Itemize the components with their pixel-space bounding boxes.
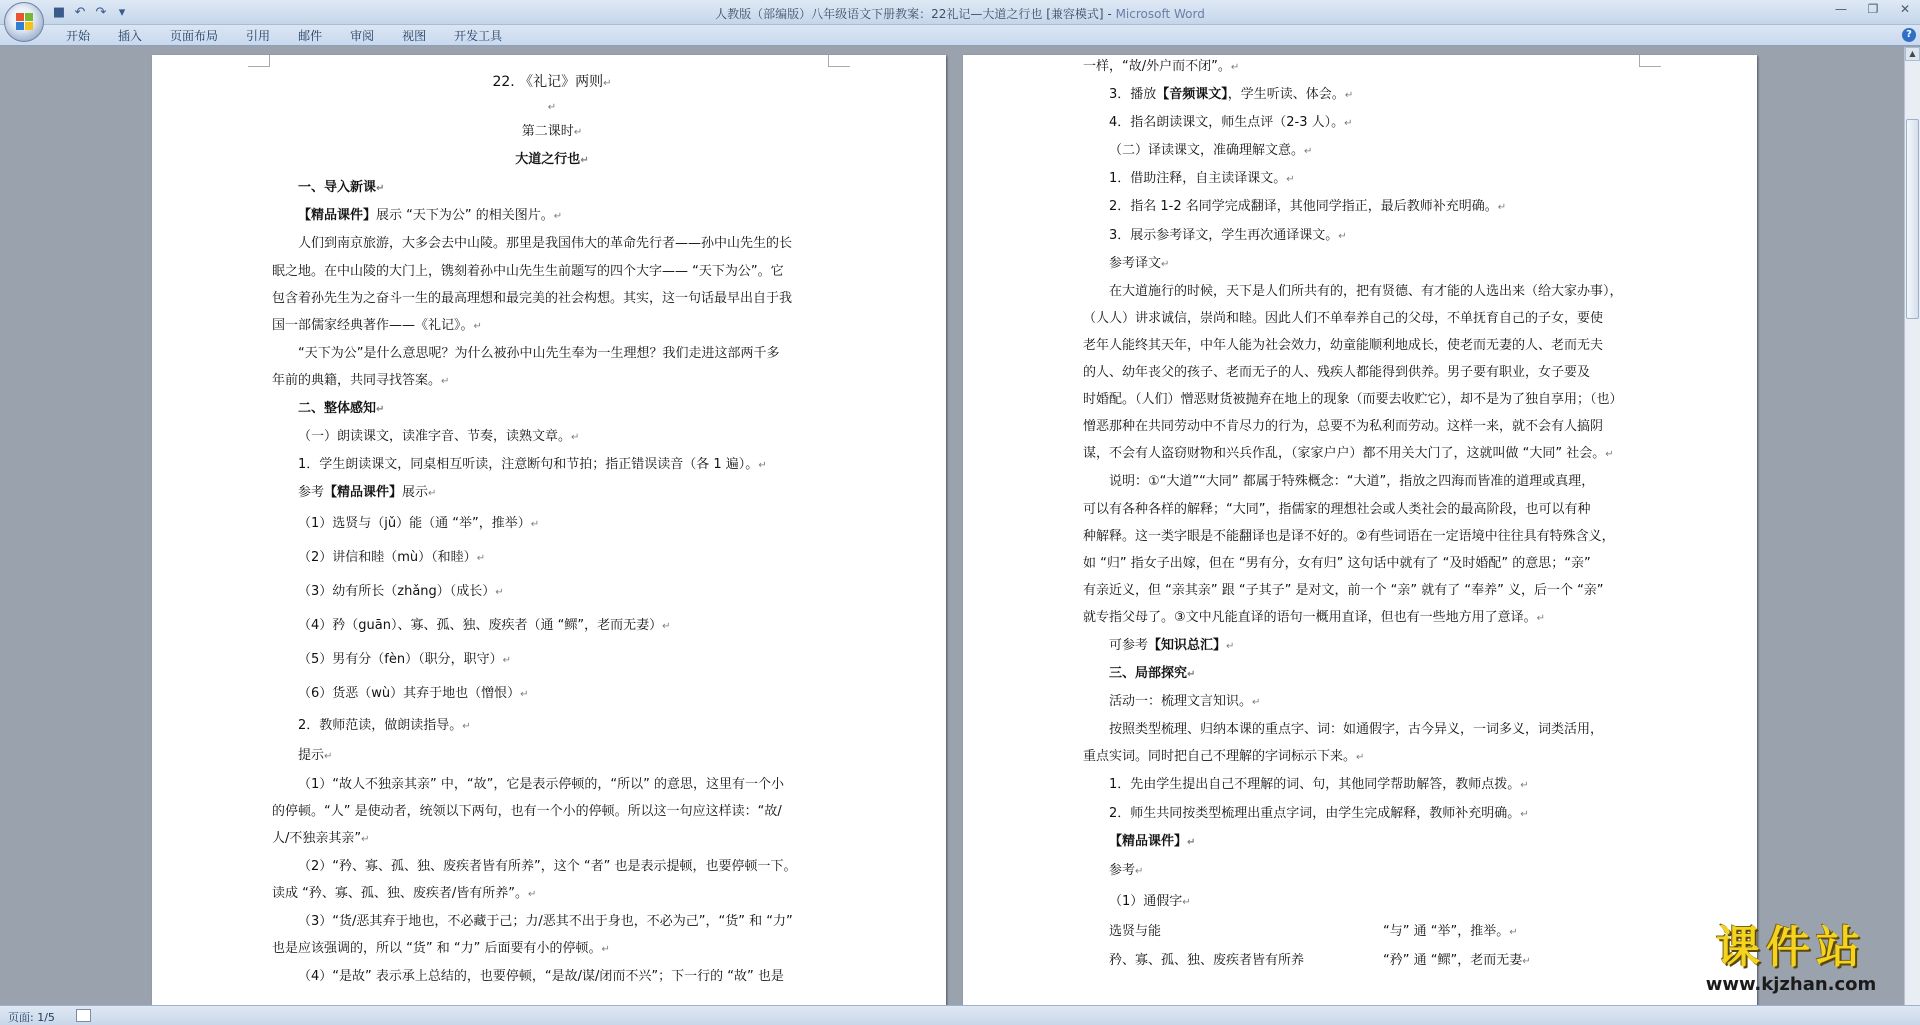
ribbon-tabs: [52, 28, 516, 44]
page-1-text: 22. 《礼记》两则↵ ↵ 第二课时↵ 大道之行也↵ 一、导入新课↵ 【精品课件】展示 “天下为公” 的相关图片。↵ 人们到南京旅游，大多会去中山陵。那里是我国伟大的革命先行者——孙中山先生的长 眠之地。在中山陵的大门上，镌刻着孙中山先生生前题写的四个大字—— “天下为公”。它 包含着孙先生为之奋斗一生的最高理想和最完美的社会构想。其实，这一句话最早出自于我 国一部儒家经典著作——《礼记》。↵ “天下为公”是什么意思呢？为什么被孙中山先生奉为一生理想？我们走进这部两千多 年前的典籍，共同寻找答案。↵ 二、整体感知↵ （一）朗读课文，读准字音、节奏，读熟文章。↵ 1．学生朗读课文，同桌相互听读，注意断句和节拍；指正错误读音（各 1 遍）。↵ 参考【精品课件】展示↵ （1）选贤与（jǔ）能（通 “举”，推举）↵ （2）讲信和睦（mù）（和睦）↵ （3）幼有所长（zhǎng）（成长）↵ （4）矜（guān）、寡、孤、独、废疾者（通 “鳏”，老而无妻）↵ （5）男有分（fèn）（职分，职守）↵ （6）货恶（wù）其弃于地也（憎恨）↵ 2．教师范读，做朗读指导。↵ 提示↵ （1）“故人不独亲其亲” 中，“故”，它是表示停顿的，“所以” 的意思，这里有一个小 的停顿。“人” 是使动者，统领以下两句，也有一个小的停顿。所以这一句应这样读：“故/ 人/不独亲其亲”↵ （2）“矜、寡、孤、独、废疾者皆有所养”，这个 “者” 也是表示提顿，也要停顿一下。 读成 “矜、寡、孤、独、废疾者/皆有所养”。↵ （3）“货/恶其弃于地也，不必藏于己；力/恶其不出于身也，不必为己”，“货” 和 “力” 也是应该强调的，所以 “货” 和 “力” 后面要有小的停顿。↵ （4）“是故” 表示承上总结的，也要停顿，“是故/谋/闭而不兴”；下一行的 “故” 也是: [272, 69, 832, 990]
lesson-period: 第二课时↵: [521, 124, 583, 140]
section-heading: 一、导入新课↵: [298, 180, 385, 196]
lesson-subtitle: 大道之行也↵: [515, 152, 589, 168]
tab-insert[interactable]: 插入: [118, 29, 143, 43]
proofing-icon[interactable]: [76, 1009, 91, 1022]
scroll-thumb[interactable]: [1906, 119, 1919, 319]
tab-home[interactable]: 开始: [66, 29, 91, 43]
window-controls: [1832, 2, 1914, 16]
lesson-title: 22. 《礼记》两则↵: [492, 74, 612, 90]
section-heading: 二、整体感知↵: [298, 401, 385, 417]
margin-corner-mark: [828, 55, 850, 67]
customize-qat-icon[interactable]: ▾: [118, 4, 126, 20]
tab-developer[interactable]: 开发工具: [454, 29, 503, 43]
table-row: 选贤与能 “与” 通 “举”，推举。↵: [1109, 923, 1518, 939]
tab-review[interactable]: 审阅: [350, 29, 375, 43]
redo-icon[interactable]: ↷: [95, 4, 107, 20]
document-area[interactable]: [0, 47, 1904, 1005]
help-icon[interactable]: ?: [1902, 28, 1916, 42]
vertical-scrollbar[interactable]: [1904, 47, 1920, 1005]
tab-references[interactable]: 引用: [246, 29, 271, 43]
tab-page-layout[interactable]: 页面布局: [170, 29, 219, 43]
minimize-icon[interactable]: —: [1835, 2, 1847, 16]
watermark-url: www.kjzhan.com: [1705, 974, 1877, 995]
tab-mailings[interactable]: 邮件: [298, 29, 323, 43]
page-count[interactable]: 页面: 1/5: [8, 1011, 55, 1024]
office-logo-icon: [16, 13, 34, 31]
page-2-text: 一样，“故/外户而不闭”。↵ 3．播放【音频课文】，学生听读、体会。↵ 4．指名朗读课文，师生点评（2-3 人）。↵ （二）译读课文，准确理解文意。↵ 1．借助注释，自主读译课文。↵ 2．指名 1-2 名同学完成翻译，其他同学指正，最后教师补充明确。↵ 3．展示参考译文，学生再次通译课文。↵ 参考译文↵ 在大道施行的时候，天下是人们所共有的，把有贤德、有才能的人选出来（给大家办事）， （人人）讲求诚信，崇尚和睦。因此人们不单奉养自己的父母，不单抚育自己的子女，要使 老年人能终其天年，中年人能为社会效力，幼童能顺利地成长，使老而无妻的人、老而无夫 的人、幼年丧父的孩子、老而无子的人、残疾人都能得到供养。男子要有职业，女子要及 时婚配。（人们）憎恶财货被抛弃在地上的现象（而要去收贮它），却不是为了独自享用；（也） 憎恶那种在共同劳动中不肯尽力的行为，总要不为私利而劳动。这样一来，就不会有人搞阴 谋，不会有人盗窃财物和兴兵作乱，（家家户户）都不用关大门了，这就叫做 “大同” 社会。↵ 说明：①“大道”“大同” 都属于特殊概念：“大道”，指放之四海而皆准的道理或真理， 可以有各种各样的解释；“大同”，指儒家的理想社会或人类社会的最高阶段，也可以有种 种解释。这一类字眼是不能翻译也是译不好的。②有些词语在一定语境中往往具有特殊含义， 如 “归” 指女子出嫁，但在 “男有分，女有归” 这句话中就有了 “及时婚配” 的意思；“亲” 有亲近义，但 “亲其亲” 跟 “子其子” 是对文，前一个 “亲” 就有了 “奉养” 义，后一个 “亲” 就专指父母了。③文中凡能直译的语句一概用直译，但也有一些地方用了意译。↵ 可参考【知识总汇】↵ 三、局部探究↵ 活动一：梳理文言知识。↵ 按照类型梳理、归纳本课的重点字、词：如通假字，古今异义，一词多义，词类活用， 重点实词。同时把自己不理解的字词标示下来。↵ 1．先由学生提出自己不理解的词、句，其他同学帮助解答，教师点拨。↵ 2．师生共同按类型梳理出重点字词，由学生完成解释，教师补充明确。↵ 【精品课件】↵ 参考↵ （1）通假字↵ 选贤与能 “与” 通 “举”，推举。↵ 矜、寡、孤、独、废疾者皆有所养 “矜” 通 “鳏”，老而无妻↵: [1083, 53, 1643, 977]
close-icon[interactable]: ✕: [1899, 2, 1911, 16]
section-heading: 三、局部探究↵: [1109, 666, 1196, 682]
document-page-1[interactable]: [152, 55, 946, 1005]
document-page-2[interactable]: [963, 55, 1757, 1005]
watermark-text: 课件站: [1716, 922, 1866, 973]
status-bar: [0, 1005, 1920, 1025]
office-button[interactable]: [4, 2, 44, 42]
title-bar: [0, 0, 1920, 25]
watermark-logo: [1666, 922, 1916, 1004]
restore-icon[interactable]: ❐: [1867, 2, 1879, 16]
scroll-up-icon[interactable]: ▲: [1905, 47, 1920, 61]
undo-icon[interactable]: ↶: [74, 4, 86, 20]
save-icon[interactable]: ■: [52, 4, 66, 20]
margin-corner-mark: [248, 55, 270, 67]
window-title: 人教版（部编版）八年级语文下册教案：22礼记—大道之行也 [兼容模式] - Microsoft Word: [715, 7, 1205, 21]
ribbon: [0, 25, 1920, 46]
table-row: 矜、寡、孤、独、废疾者皆有所养 “矜” 通 “鳏”，老而无妻↵: [1109, 952, 1531, 968]
tab-view[interactable]: 视图: [402, 29, 427, 43]
